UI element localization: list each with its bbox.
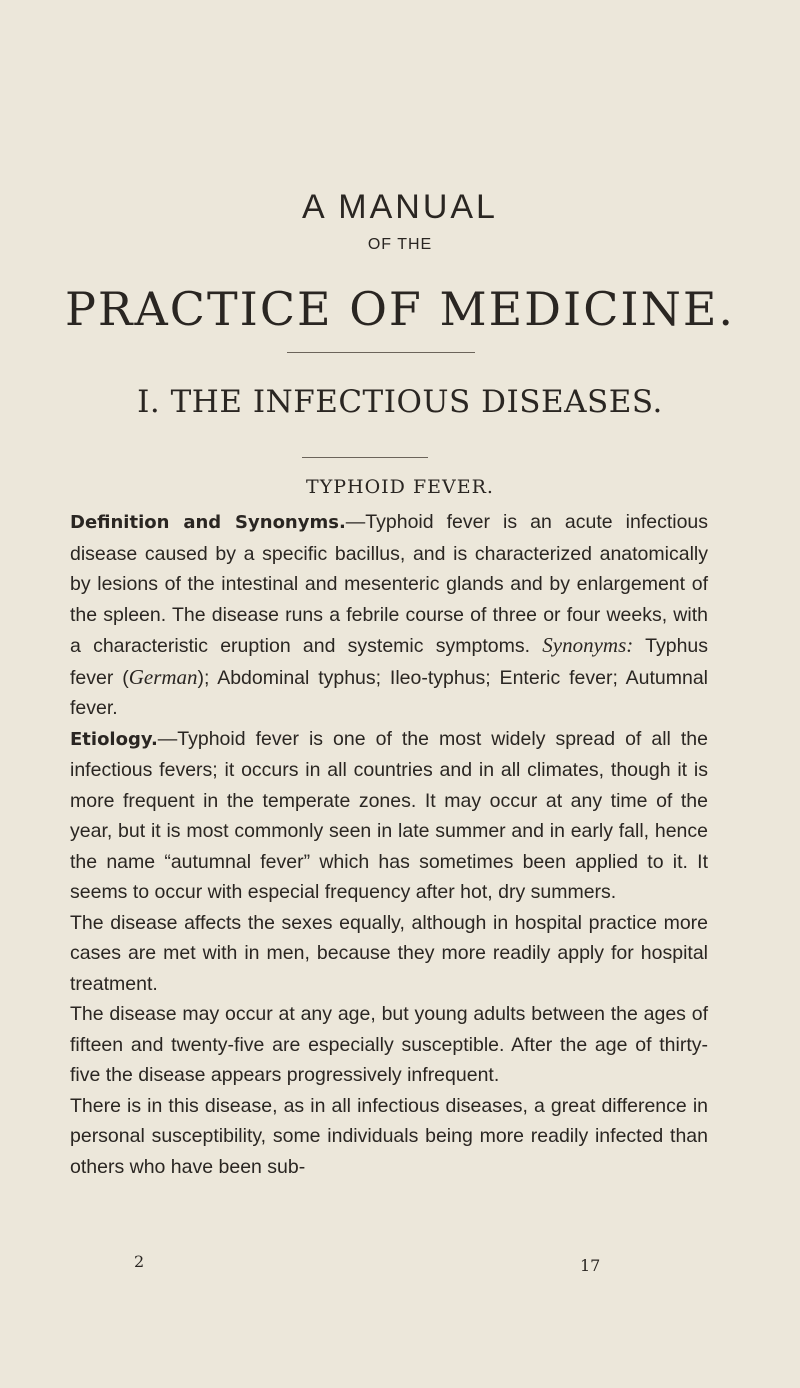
paragraph-text: ); Abdominal typhus; Ileo-typhus; Enteric fever; Autumnal fever. bbox=[70, 666, 709, 719]
paragraph-sexes: The disease affects the sexes equally, although in hospital practice more cases are met with in men, because they more readily apply for hospital treatment. bbox=[70, 911, 708, 995]
section-title: TYPHOID FEVER. bbox=[306, 476, 494, 498]
part-title: I. THE INFECTIOUS DISEASES. bbox=[137, 384, 663, 420]
paragraph-definition bbox=[70, 507, 708, 724]
paragraph-age: The disease may occur at any age, but young adults between the ages of fifteen and twenty-five are especially susceptible. After the age of thirty-five the disease appears progressively infrequent. bbox=[70, 1003, 708, 1086]
synonyms-label: Synonyms: bbox=[542, 633, 634, 657]
paragraph-text: —Typhoid fever is an acute infectious disease caused by a specific bacillus, and is characterized anatomically by lesions of the intestinal and mesenteric glands and by enlargement of the spleen. The disease runs a febrile course of three or four weeks, with a characteristic eruption and systemic symptoms. bbox=[70, 511, 709, 657]
page-number: 17 bbox=[580, 1256, 601, 1275]
german-label: German bbox=[128, 664, 198, 689]
part-divider bbox=[302, 457, 428, 458]
title-line-manual: A MANUAL bbox=[302, 188, 498, 226]
signature-mark: 2 bbox=[134, 1252, 145, 1271]
title-line-of-the: OF THE bbox=[367, 236, 433, 253]
paragraph-etiology bbox=[70, 724, 708, 908]
title-divider bbox=[287, 352, 475, 353]
title-line-practice: PRACTICE OF MEDICINE. bbox=[64, 282, 736, 336]
paragraph-susceptibility: There is in this disease, as in all infectious diseases, a great difference in personal susceptibility, some individuals being more readily infected than others who have been sub- bbox=[70, 1094, 708, 1178]
paragraph-heading: Definition and Synonyms. bbox=[70, 512, 346, 533]
paragraph-text: Typhus fever ( bbox=[70, 635, 709, 689]
body-text bbox=[70, 507, 708, 1182]
paragraph-text: —Typhoid fever is one of the most widely spread of all the infectious fevers; it occurs in all countries and in all climates, though it is more frequent in the temperate zones. It may occur at any time of the year, but it is most commonly seen in late summer and in early fall, hence the name “autumnal fever” which has sometimes been applied to it. It seems to occur with especial frequency after hot, dry summers. bbox=[70, 727, 708, 903]
paragraph-heading: Etiology. bbox=[70, 728, 158, 750]
